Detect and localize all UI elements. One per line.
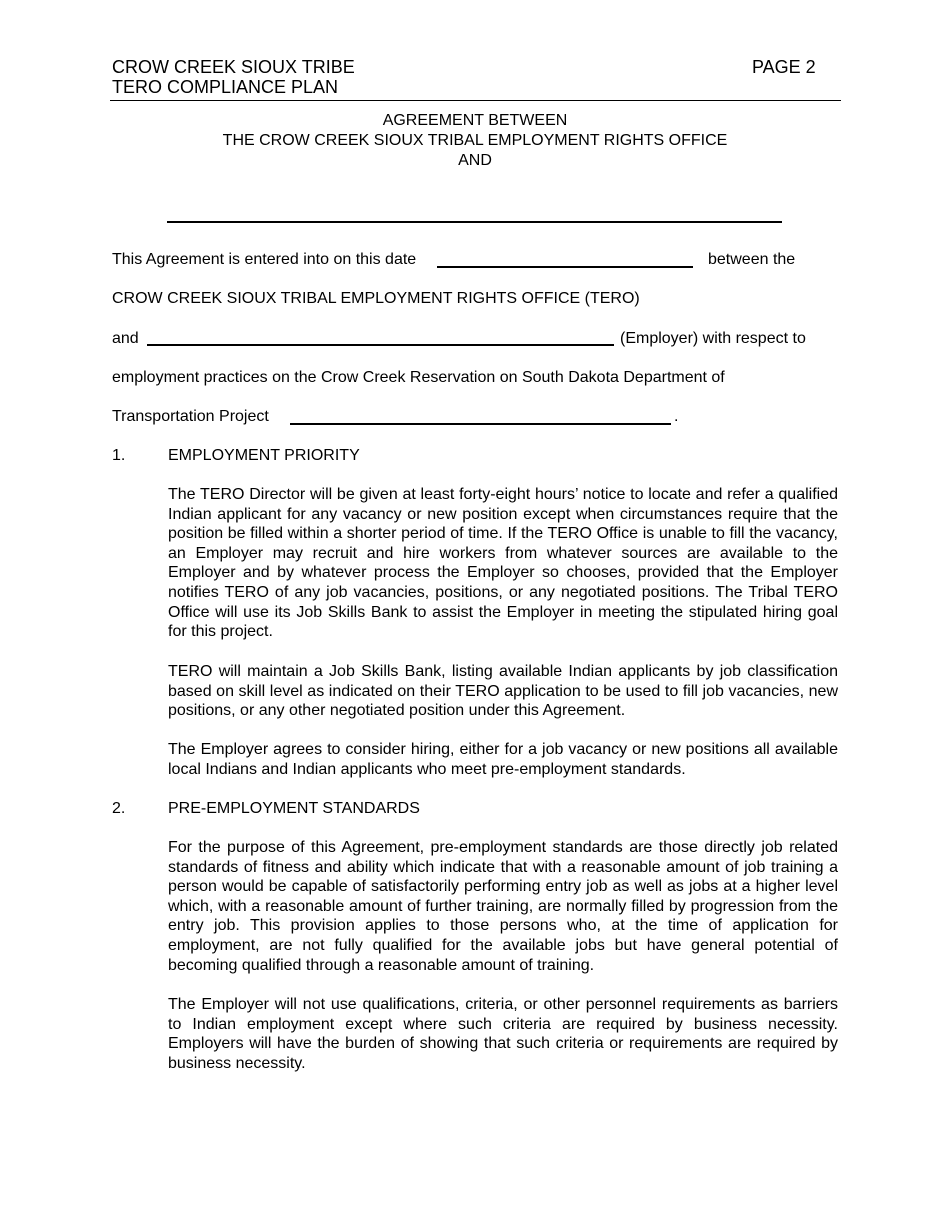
header-org-line2: TERO COMPLIANCE PLAN <box>112 77 339 97</box>
section-paragraph: The TERO Director will be given at least forty-eight hours’ notice to locate and refer a qualified Indian applicant for any vacancy or new position except when circumstances require that the position be filled within a shorter period of time. If the TERO Office is unable to fill the vacancy, an Employer may recruit and hire workers from whatever sources are available to the Employer and by whatever process the Employer so chooses, provided that the Employer notifies TERO of any job vacancies, positions, or any negotiated positions. The Tribal TERO Office will use its Job Skills Bank to assist the Employer in meeting the stipulated hiring goal for this project. <box>168 486 838 641</box>
date-prefix: This Agreement is entered into on this date <box>112 251 417 268</box>
agreement-title <box>0 111 950 171</box>
section-paragraph: The Employer will not use qualifications, criteria, or other personnel requirements as barriers to Indian employment except where such criteria are required by business necessity. Employers will have the burden of showing that such criteria or requirements are required by business necessity. <box>168 996 838 1072</box>
section-title-pre-employment-standards: PRE-EMPLOYMENT STANDARDS <box>168 800 420 817</box>
section-number: 1. <box>112 447 126 464</box>
header-org-line1: CROW CREEK SIOUX TRIBE <box>112 57 355 77</box>
employer-blank[interactable] <box>147 344 614 346</box>
employer-prefix: and <box>112 330 139 347</box>
employer-suffix: (Employer) with respect to <box>620 330 806 347</box>
project-blank[interactable] <box>290 423 671 425</box>
title-line2: THE CROW CREEK SIOUX TRIBAL EMPLOYMENT RIGHTS OFFICE <box>222 132 728 149</box>
section-paragraph: TERO will maintain a Job Skills Bank, listing available Indian applicants by job classification based on skill level as indicated on their TERO application to be used to fill job vacancies, new positions, or any other negotiated position under this Agreement. <box>168 663 838 720</box>
practices-line: employment practices on the Crow Creek Reservation on South Dakota Department of <box>112 369 725 386</box>
section-title-employment-priority: EMPLOYMENT PRIORITY <box>168 447 360 464</box>
project-prefix: Transportation Project <box>112 408 269 425</box>
project-suffix: . <box>674 408 679 425</box>
section-paragraph: The Employer agrees to consider hiring, either for a job vacancy or new positions all available local Indians and Indian applicants who meet pre-employment standards. <box>168 741 838 778</box>
office-line: CROW CREEK SIOUX TRIBAL EMPLOYMENT RIGHTS OFFICE (TERO) <box>112 290 640 307</box>
section-paragraph: For the purpose of this Agreement, pre-employment standards are those directly job related standards of fitness and ability which indicate that with a reasonable amount of job training a person would be capable of satisfactorily performing entry job as well as jobs at a higher level which, with a reasonable amount of further training, are normally filled by progression from the entry job. This provision applies to those persons who, at the time of application for employment, are not fully qualified for the available jobs but have general potential of becoming qualified through a reasonable amount of training. <box>168 839 838 974</box>
party-name-blank[interactable] <box>167 221 782 223</box>
header-divider <box>110 100 841 101</box>
date-suffix: between the <box>708 251 796 268</box>
title-line1: AGREEMENT BETWEEN <box>382 112 568 129</box>
section-number: 2. <box>112 800 126 817</box>
title-line3: AND <box>458 152 492 169</box>
date-blank[interactable] <box>437 266 693 268</box>
page-number: PAGE 2 <box>752 57 816 77</box>
document-header-org <box>112 57 355 97</box>
